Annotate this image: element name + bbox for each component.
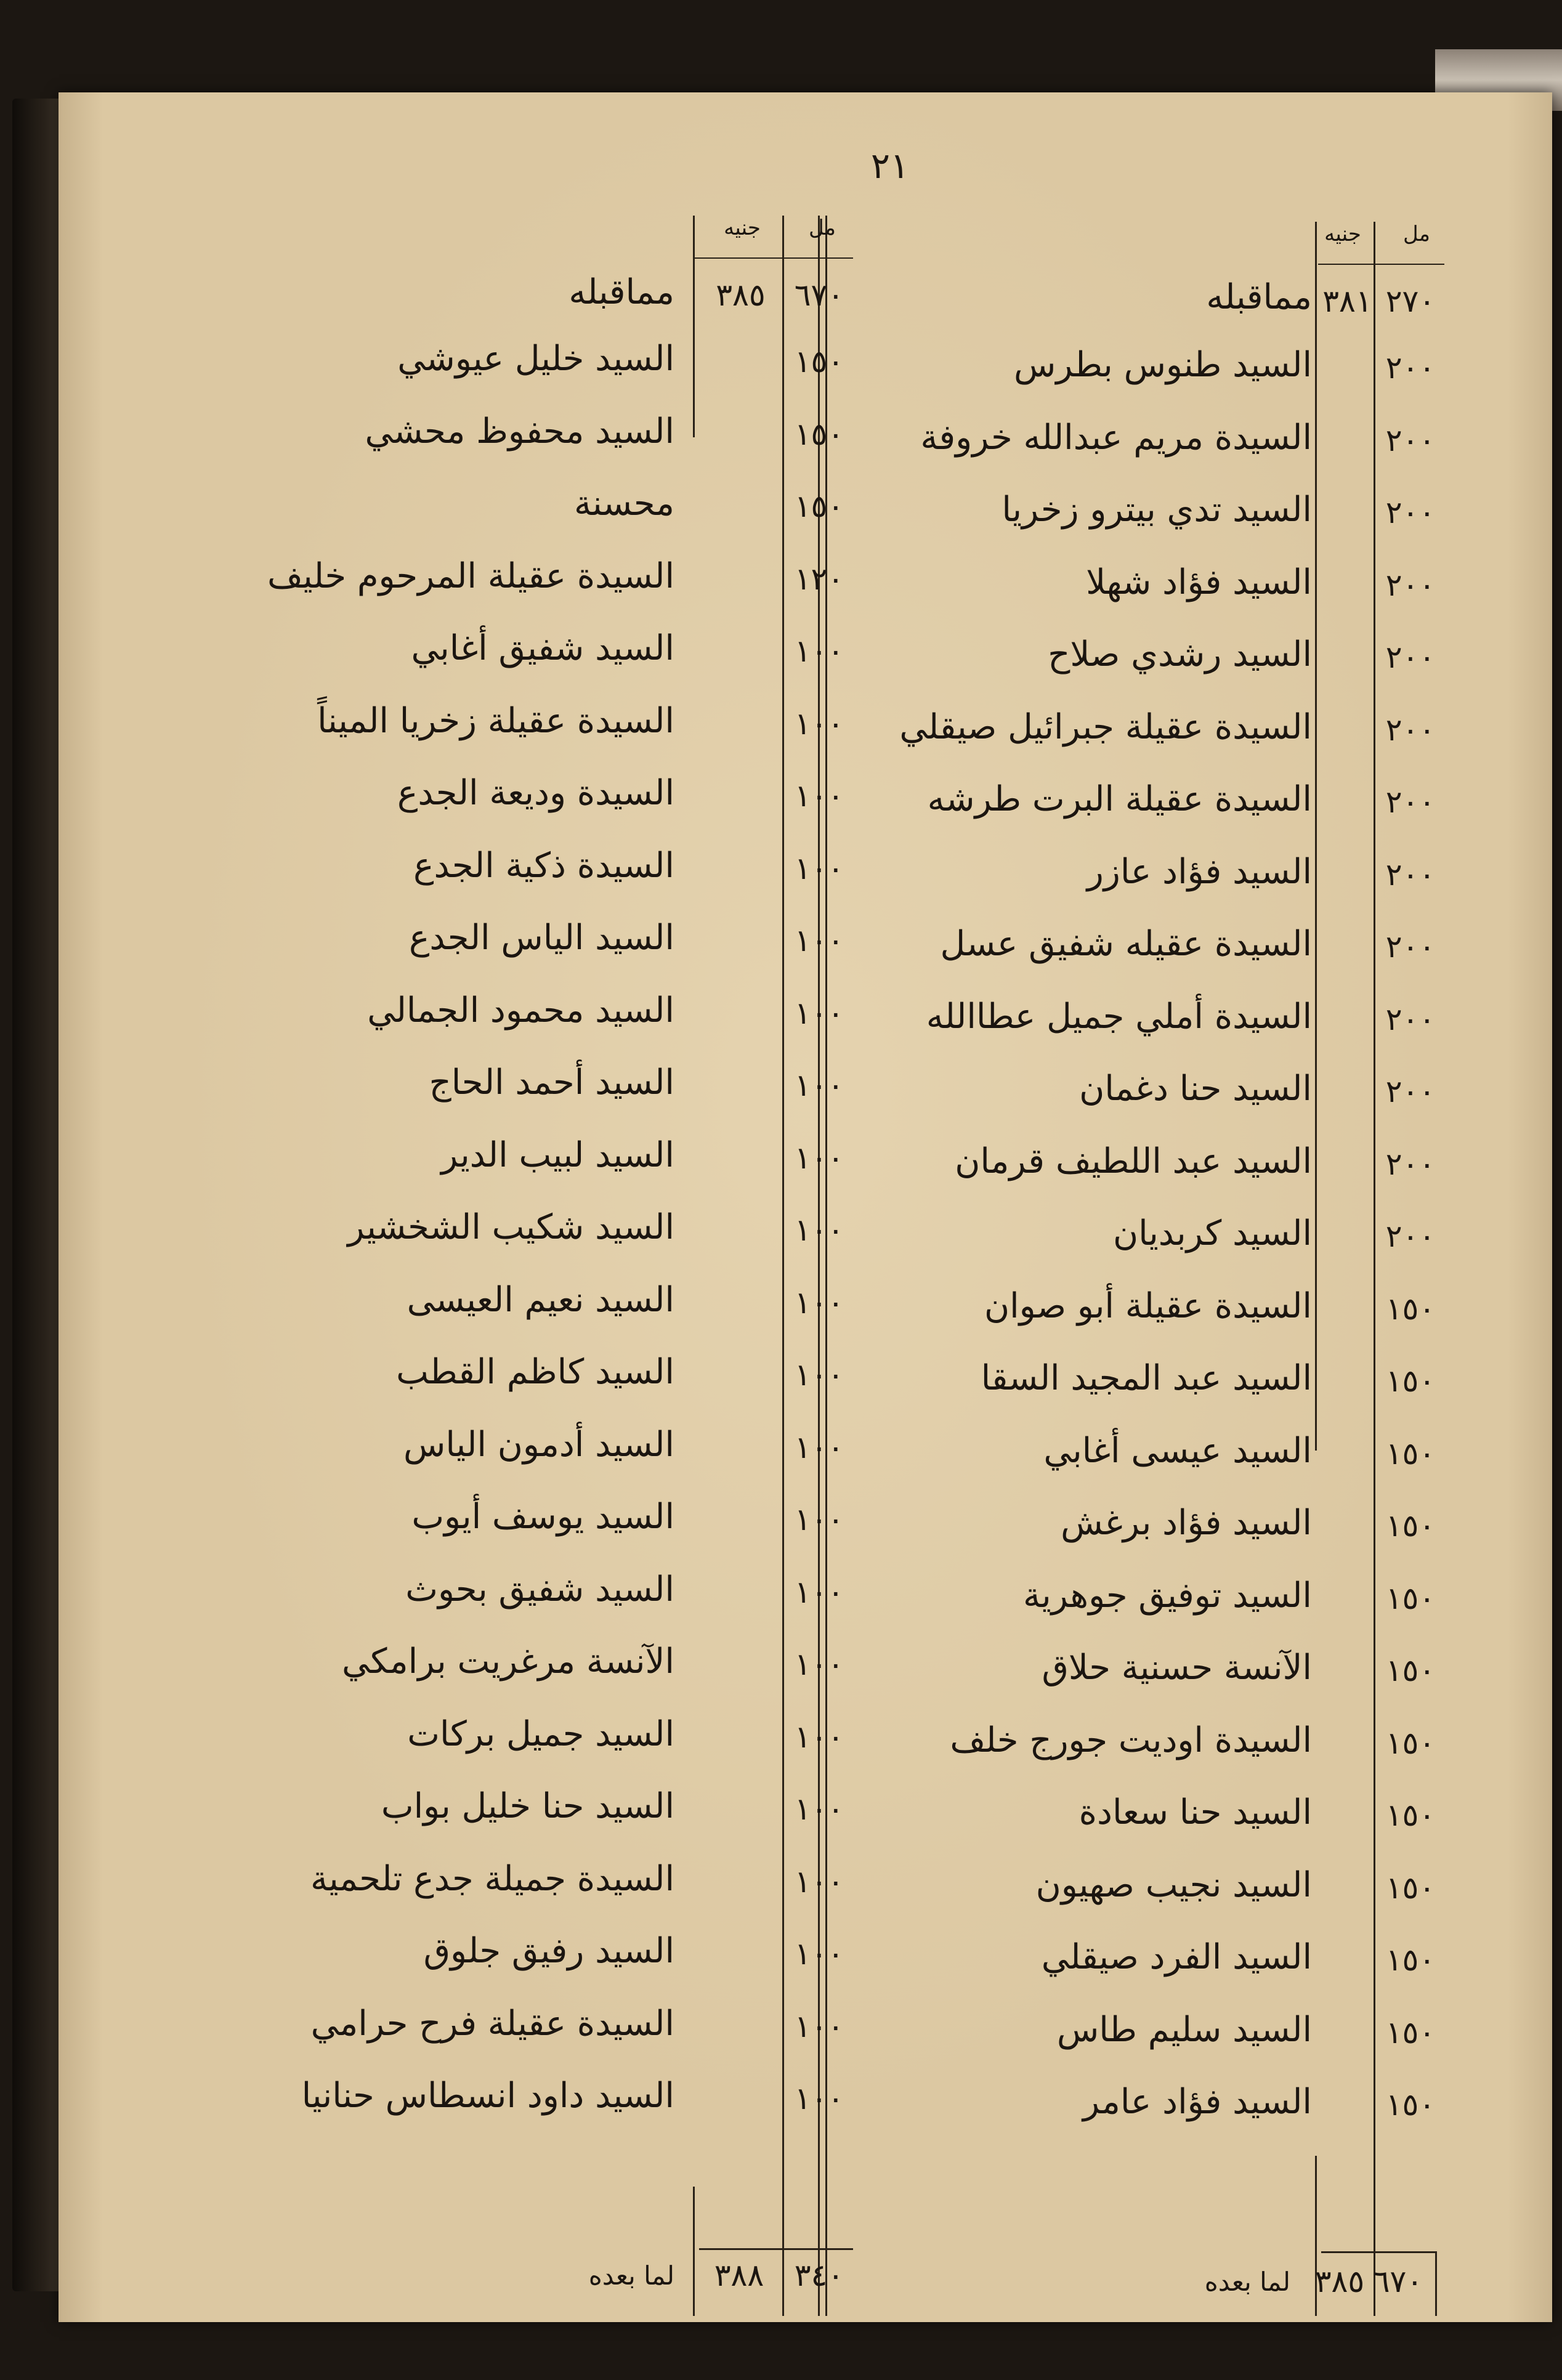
- entry-amount-mil: ١٠٠: [794, 1429, 844, 1465]
- entry-donor-name: السيدة عقيله شفيق عسل: [940, 924, 1312, 964]
- gen-header: جنيه: [724, 216, 761, 240]
- entry-donor-name: الآنسة حسنية حلاق: [1042, 1648, 1312, 1688]
- entry-donor-name: السيدة أملي جميل عطاالله: [926, 996, 1312, 1037]
- entry-amount-mil: ١٠٠: [794, 1574, 844, 1610]
- entry-donor-name: السيدة عقيلة زخريا الميناً: [317, 700, 674, 741]
- entry-amount-mil: ١٠٠: [794, 1718, 844, 1755]
- entry-donor-name: السيد طنوس بطرس: [1013, 345, 1312, 385]
- entry-amount-mil: ١٠٠: [794, 923, 844, 958]
- entry-amount-mil: ١٠٠: [794, 850, 844, 886]
- entry-amount-mil: ١٥٠: [1385, 1580, 1436, 1616]
- entry-amount-mil: ١٥٠: [1385, 2087, 1436, 2123]
- entry-donor-name: السيد جميل بركات: [407, 1714, 674, 1754]
- entry-donor-name: السيدة عقيلة البرت طرشه: [927, 779, 1312, 819]
- entry-amount-mil: ٢٠٠: [1385, 856, 1436, 892]
- entry-donor-name: السيدة عقيلة فرح حرامي: [310, 2003, 674, 2044]
- entry-donor-name: السيدة مريم عبدالله خروفة: [920, 417, 1312, 458]
- entry-amount-mil: ١٠٠: [794, 1936, 844, 1972]
- right-ledger-column: [813, 92, 1524, 2322]
- entry-amount-mil: ٢٠٠: [1385, 929, 1436, 965]
- total-rule-h: [699, 2248, 853, 2250]
- entry-amount-mil: ١٥٠: [1385, 2014, 1436, 2050]
- entry-donor-name: السيدة جميلة جدع تلحمية: [310, 1858, 674, 1899]
- entry-amount-mil: ١٠٠: [794, 1791, 844, 1827]
- entry-amount-mil: ١٠٠: [794, 1139, 844, 1176]
- entry-amount-mil: ٢٠٠: [1385, 1001, 1436, 1037]
- entry-donor-name: محسنة: [573, 484, 674, 524]
- entry-donor-name: السيد فؤاد عامر: [1082, 2082, 1312, 2122]
- mil-header: مل: [809, 216, 836, 240]
- entry-donor-name: السيد تدي بيترو زخريا: [1002, 490, 1312, 530]
- entry-donor-name: السيد محمود الجمالي: [367, 990, 674, 1030]
- entry-amount-mil: ١٥٠: [1385, 1869, 1436, 1906]
- entry-amount-mil: ١٥٠: [1385, 1725, 1436, 1761]
- entry-donor-name: السيد نعيم العيسى: [407, 1279, 674, 1320]
- entry-amount-mil: ١٠٠: [794, 633, 844, 669]
- entry-donor-name: السيد الفرد صيقلي: [1041, 1937, 1312, 1977]
- gen-column-rule: [693, 216, 695, 437]
- entry-amount-mil: ٢٠٠: [1385, 639, 1436, 675]
- entry-donor-name: السيد لبيب الدير: [441, 1135, 674, 1175]
- entry-donor-name: السيد شفيق أغابي: [411, 628, 674, 668]
- total-label: لما بعده: [1204, 2267, 1290, 2297]
- mil-column-rule: [1374, 222, 1375, 2316]
- carried-forward-label: مماقبله: [569, 272, 674, 312]
- entry-amount-mil: ٢٠٠: [1385, 422, 1436, 458]
- carried-forward-gen: ٣٨٥: [716, 277, 766, 313]
- carried-forward-label: مماقبله: [1206, 277, 1312, 317]
- entry-donor-name: السيدة وديعة الجدع: [397, 773, 674, 813]
- entry-amount-mil: ١٥٠: [1385, 1363, 1436, 1399]
- entry-amount-mil: ٢٠٠: [1385, 711, 1436, 748]
- total-label: لما بعده: [588, 2261, 674, 2291]
- entry-donor-name: السيدة عقيلة المرحوم خليف: [267, 556, 674, 596]
- entry-amount-mil: ٢٠٠: [1385, 1146, 1436, 1182]
- entry-donor-name: السيد خليل عيوشي: [397, 339, 674, 379]
- entry-donor-name: السيد أحمد الحاج: [429, 1062, 674, 1103]
- entry-donor-name: السيد عبد المجيد السقا: [981, 1358, 1312, 1398]
- entry-amount-mil: ١٠٠: [794, 1646, 844, 1682]
- header-underline: [1318, 264, 1444, 265]
- mil-header: مل: [1403, 222, 1430, 246]
- entry-amount-mil: ١٠٠: [794, 995, 844, 1031]
- entry-amount-mil: ١٠٠: [794, 2081, 844, 2116]
- entry-donor-name: السيد حنا خليل بواب: [381, 1786, 674, 1826]
- entry-donor-name: السيد رشدي صلاح: [1048, 634, 1312, 674]
- carried-forward-mil: ٢٧٠: [1385, 283, 1436, 319]
- entry-donor-name: السيد كربديان: [1113, 1213, 1312, 1253]
- left-ledger-column: [179, 92, 872, 2322]
- gen-column-rule: [1315, 222, 1317, 1451]
- entry-amount-mil: ٢٠٠: [1385, 784, 1436, 820]
- total-mil: ٣٤٠: [794, 2257, 844, 2293]
- entry-donor-name: السيدة ذكية الجدع: [413, 845, 674, 886]
- carried-forward-gen: ٣٨١: [1322, 283, 1372, 319]
- entry-amount-mil: ١٥٠: [1385, 1290, 1436, 1327]
- gen-column-rule-lower: [693, 2187, 695, 2316]
- entry-amount-mil: ١٠٠: [794, 1067, 844, 1103]
- entry-amount-mil: ١٥٠: [1385, 1797, 1436, 1833]
- total-gen: ٣٨٨: [714, 2257, 764, 2293]
- entry-donor-name: السيد عبد اللطيف قرمان: [955, 1141, 1312, 1181]
- entry-amount-mil: ١٠٠: [794, 1212, 844, 1248]
- entry-donor-name: السيد حنا سعادة: [1078, 1792, 1312, 1832]
- total-gen: ٣٨٥: [1314, 2264, 1365, 2299]
- entry-amount-mil: ٢٠٠: [1385, 495, 1436, 530]
- entry-amount-mil: ١٠٠: [794, 2008, 844, 2044]
- header-underline: [693, 257, 853, 259]
- entry-donor-name: السيد سليم طاس: [1056, 2009, 1312, 2050]
- total-rule-h: [1321, 2251, 1435, 2253]
- gen-header: جنيه: [1324, 222, 1361, 246]
- entry-donor-name: السيد أدمون الياس: [403, 1424, 674, 1465]
- entry-donor-name: السيد كاظم القطب: [396, 1352, 674, 1392]
- entry-amount-mil: ١٠٠: [794, 705, 844, 742]
- entry-donor-name: السيد شفيق بحوث: [405, 1569, 674, 1609]
- entry-donor-name: السيد فؤاد شهلا: [1086, 562, 1312, 602]
- page-number: ٢١: [870, 145, 910, 187]
- total-mil: ٦٧٠: [1373, 2264, 1423, 2299]
- carried-forward-mil: ٦٧٠: [794, 277, 844, 313]
- entry-donor-name: السيد حنا دغمان: [1079, 1069, 1312, 1109]
- entry-donor-name: السيد فؤاد عازر: [1087, 851, 1312, 892]
- entry-donor-name: السيدة اوديت جورج خلف: [950, 1720, 1312, 1760]
- entry-amount-mil: ١٢٠: [794, 561, 844, 597]
- entry-amount-mil: ١٠٠: [794, 1863, 844, 1900]
- entry-amount-mil: ٢٠٠: [1385, 1074, 1436, 1109]
- entry-donor-name: السيد يوسف أيوب: [411, 1497, 674, 1537]
- entry-amount-mil: ٢٠٠: [1385, 350, 1436, 386]
- entry-donor-name: السيد فؤاد برغش: [1061, 1503, 1312, 1543]
- entry-amount-mil: ٢٠٠: [1385, 567, 1436, 603]
- entry-donor-name: السيدة عقيلة جبرائيل صيقلي: [899, 706, 1312, 747]
- mil-column-rule: [782, 216, 784, 2316]
- ledger-page: [59, 92, 1552, 2322]
- entry-donor-name: الآنسة مرغريت برامكي: [342, 1641, 674, 1682]
- entry-amount-mil: ١٥٠: [794, 416, 844, 452]
- entry-donor-name: السيد نجيب صهيون: [1035, 1864, 1312, 1905]
- entry-donor-name: السيد توفيق جوهرية: [1023, 1575, 1312, 1616]
- entry-amount-mil: ١٥٠: [794, 488, 844, 524]
- entry-amount-mil: ١٥٠: [1385, 1435, 1436, 1471]
- entry-donor-name: السيد محفوظ محشي: [365, 411, 674, 451]
- entry-amount-mil: ١٥٠: [794, 344, 844, 379]
- entry-amount-mil: ١٥٠: [1385, 1942, 1436, 1978]
- entry-amount-mil: ١٠٠: [794, 1357, 844, 1393]
- entry-amount-mil: ١٠٠: [794, 1502, 844, 1537]
- entry-amount-mil: ١٠٠: [794, 778, 844, 814]
- entry-donor-name: السيد داود انسطاس حنانيا: [301, 2076, 674, 2116]
- entry-donor-name: السيد رفيق جلوق: [423, 1931, 674, 1971]
- entry-donor-name: السيد الياس الجدع: [409, 918, 674, 958]
- entry-donor-name: السيدة عقيلة أبو صوان: [984, 1285, 1312, 1326]
- entry-amount-mil: ٢٠٠: [1385, 1218, 1436, 1254]
- entry-donor-name: السيد عيسى أغابي: [1043, 1430, 1312, 1471]
- entry-amount-mil: ١٠٠: [794, 1284, 844, 1321]
- entry-amount-mil: ١٥٠: [1385, 1653, 1436, 1688]
- entry-amount-mil: ١٥٠: [1385, 1508, 1436, 1544]
- entry-donor-name: السيد شكيب الشخشير: [347, 1207, 674, 1247]
